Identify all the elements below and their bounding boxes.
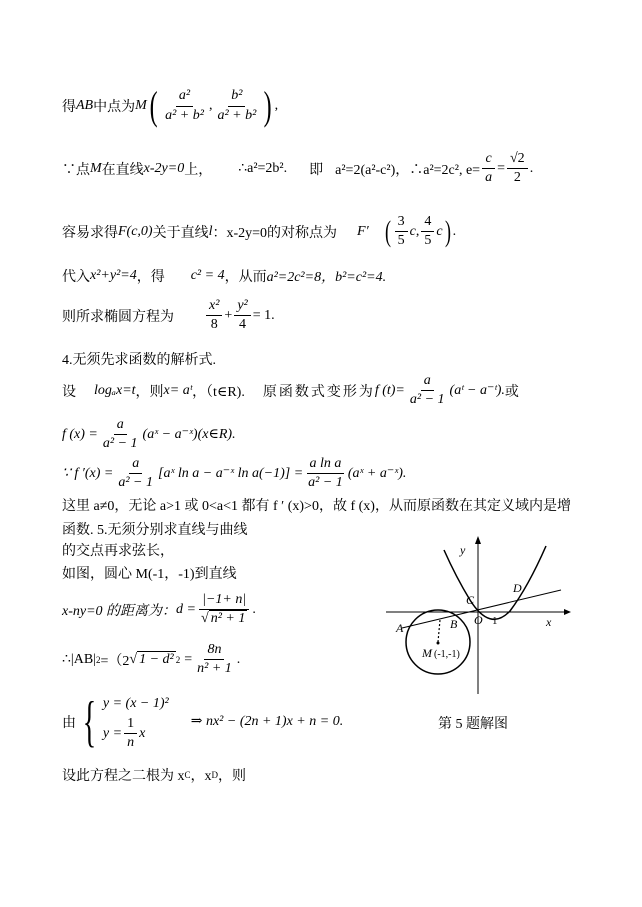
line-ellipse-equation: 则所求椭圆方程为 $\frac{\text{x²}}{8}$ + $\frac{\text{y²}}{4}$ = 1. — [62, 298, 275, 333]
label-m: M — [422, 646, 432, 660]
line-function-x: f (x) = $\frac{a}{\text{a² − 1}}$ (aˣ − a⁻ˣ) (x∈R). — [62, 417, 236, 452]
y-axis-arrow — [475, 536, 481, 544]
label-center: (-1,-1) — [434, 649, 460, 660]
label-x: x — [546, 615, 552, 629]
line-substitution-t: 设 logₐx=t ，则 x= aᵗ ，（t∈R). 原函数式变形为 f (t)= $\frac{a}{\text{a² − 1}}$ (aᵗ − a⁻ᵗ). 或 — [62, 373, 519, 408]
line-distance-formula: x-ny=0 的距离为： d = $\frac{|-1+ n|}{\text{√ n² + 1}}$ . — [62, 592, 256, 627]
line-equation-system: 由 { y = (x − 1)² y = $\frac{1}{n}$ x ⇒ nx² − (2n + 1)x + n = 0. — [62, 690, 344, 753]
center-point — [437, 642, 440, 645]
label-c: C — [466, 593, 475, 607]
label-b: B — [450, 617, 458, 631]
label-d: D — [513, 581, 522, 595]
line-roots: 设此方程之二根为 x C ，x D ，则 — [62, 769, 247, 784]
label-one: 1 — [492, 615, 498, 627]
line-substitute: 代入 x²+y²=4 ，得 c² = 4 ，从而 a²=2c²=8，b²=c²=4. — [62, 268, 387, 285]
line-midpoint: 得 AB 中点为 M ( $\frac{\text{a²}}{\text{a² + b²}}$ , $\frac{\text{b²}}{\text{a² + b²}}$ ) , — [62, 83, 279, 128]
line-chord-length: 的交点再求弦长， — [62, 544, 174, 559]
figure-caption: 第 5 题解图 — [438, 717, 508, 732]
line-derivative: ∵ f ′(x) = $\frac{a}{\text{a² − 1}}$ [aˣ ln a − a⁻ˣ ln a(−1)] = $\frac{\text{a ln a}}{\text{a² − 1}}$ (aˣ + a⁻ˣ). — [62, 456, 407, 491]
line-conclusion: 这里 a≠0，无论 a>1 或 0<a<1 都有 f ′ (x)>0，故 f (x)，从而原函数在其定义域内是增 — [62, 499, 571, 514]
line-symmetric-point: 容易求得 F(c,0) 关于直线 l ：x-2y=0 的对称点为 F′ ( $\frac{3}{5}$ c , $\frac{4}{5}$ c ) . — [62, 214, 457, 249]
line-center-distance: 如图，圆心 M(-1，-1)到直线 — [62, 567, 237, 582]
label-a: A — [396, 621, 404, 635]
line-chord-squared: ∴|AB| 2 =（2 √ 1 − d² 2 = $\frac{8n}{\text{n² + 1}}$ . — [62, 642, 241, 677]
line-on-line: ∵点 M 在直线 x-2y=0 上， ∴a²=2b². 即 a²=2(a²-c²)，∴a²=2c², e= $\frac{c}{a}$ = $\frac{√2}{2}$ . — [62, 151, 534, 186]
line-item-5: 函数. 5.无须分别求直线与曲线 — [62, 523, 248, 538]
line-item-4: 4.无须先求函数的解析式. — [62, 353, 216, 368]
label-y: y — [460, 543, 466, 557]
x-axis-arrow — [564, 609, 571, 615]
label-origin: O — [474, 613, 483, 627]
figure-5-diagram — [386, 532, 576, 702]
distance-segment — [438, 620, 440, 642]
